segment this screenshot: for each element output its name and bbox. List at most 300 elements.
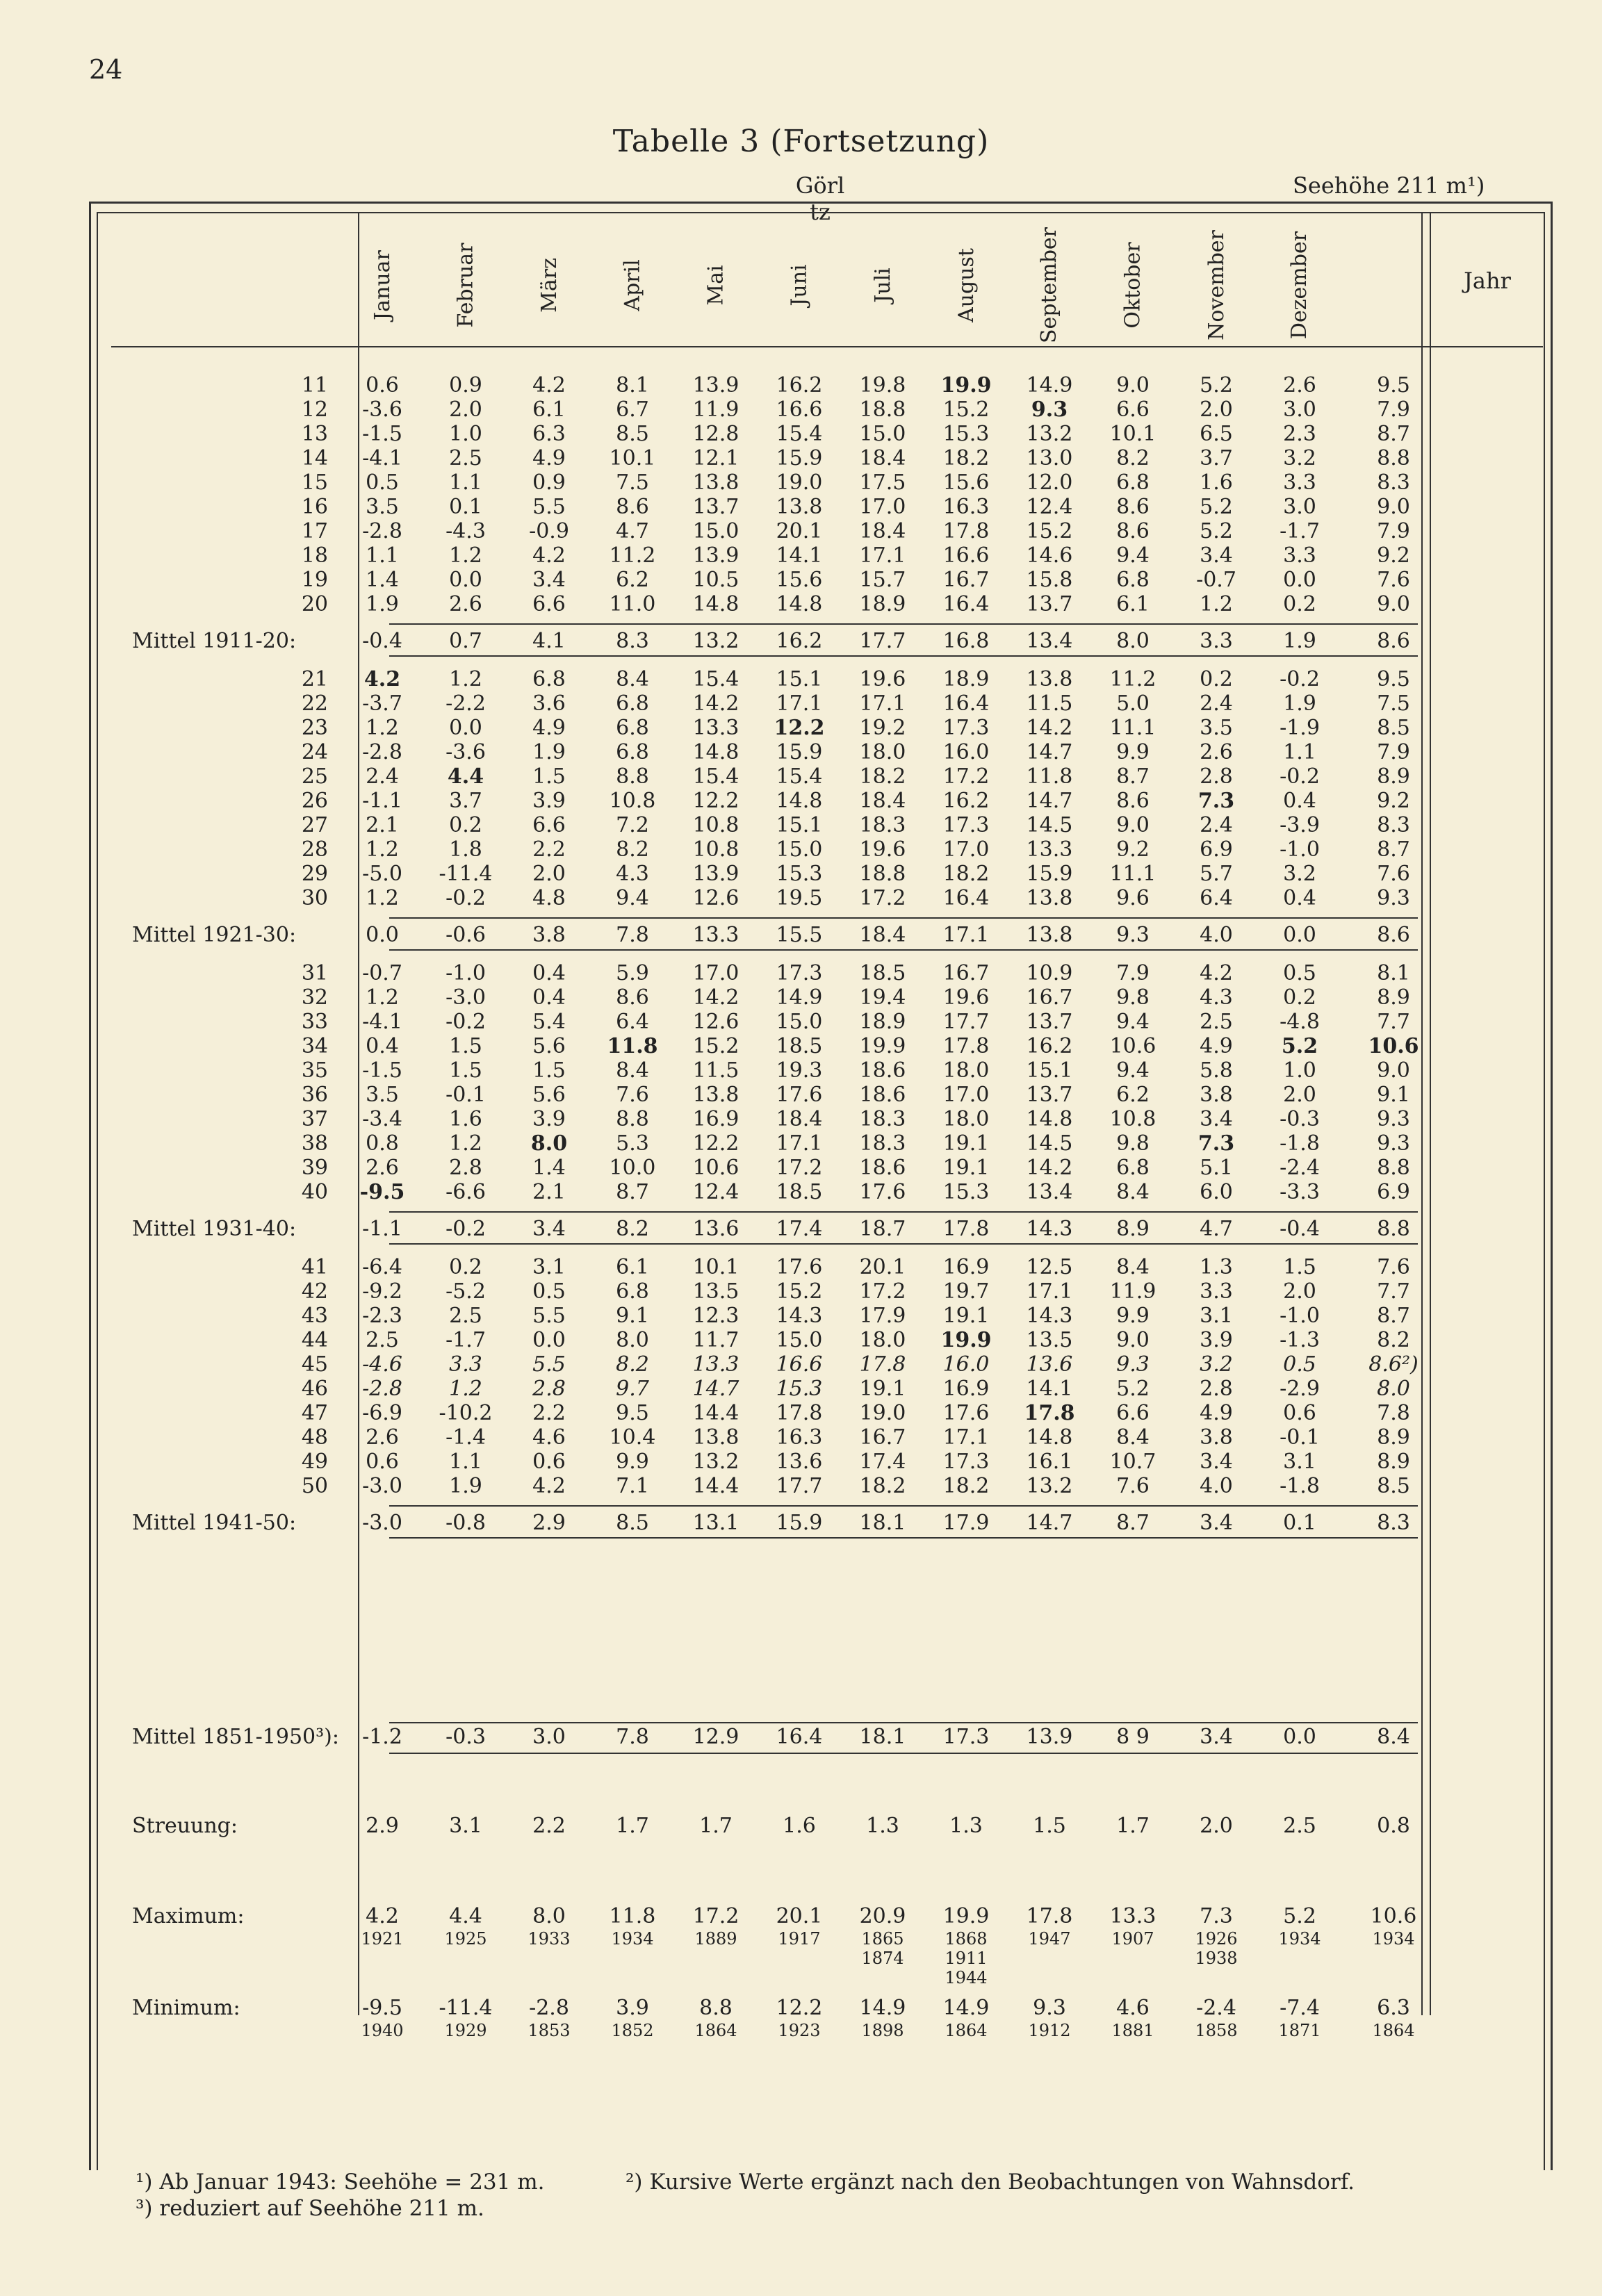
table-cell: 8.8 (1377, 1217, 1410, 1241)
month-header-label: Juni (787, 263, 812, 306)
table-cell: 1.5 (449, 1034, 482, 1058)
table-cell: 14.5 (1026, 813, 1073, 837)
table-cell: 6.8 (532, 667, 566, 691)
table-cell: -9.2 (362, 1279, 402, 1304)
table-cell: -1.7 (1280, 519, 1320, 543)
month-header-label: Oktober (1120, 241, 1145, 329)
month-header (674, 229, 758, 341)
table-cell: 13.7 (1026, 1010, 1073, 1034)
table-cell: 2.5 (449, 1304, 482, 1328)
table-cell: 17.1 (942, 923, 990, 947)
streuung-cell: 1.7 (616, 1814, 649, 1838)
maximum-year: 1865 (861, 1929, 904, 1949)
table-cell: 4.1 (532, 629, 566, 653)
maximum-year: 1868 (945, 1929, 988, 1949)
table-row (0, 1450, 1602, 1474)
table-cell: 8.9 (1377, 985, 1410, 1010)
table-cell: -4.1 (362, 1010, 402, 1034)
minimum-year: 1871 (1278, 2021, 1321, 2040)
table-cell: 8.2 (1377, 1328, 1410, 1352)
table-cell: 8.8 (1377, 1156, 1410, 1180)
table-cell: 18.4 (859, 923, 906, 947)
month-header-label: November (1204, 229, 1229, 341)
table-cell: 10.8 (692, 813, 739, 837)
maximum-cell: 11.8 (609, 1904, 656, 1928)
table-cell: 6.2 (616, 568, 649, 592)
table-cell: 14.8 (692, 740, 739, 764)
table-cell: 17.9 (859, 1304, 906, 1328)
table-cell: 11.9 (692, 397, 739, 422)
table-cell: 16.2 (776, 373, 823, 397)
table-cell: -3.6 (362, 397, 402, 422)
table-cell: 10.4 (609, 1425, 656, 1450)
table-cell: 8.5 (616, 422, 649, 446)
table-cell: 8.0 (616, 1328, 649, 1352)
table-cell: 3.7 (1200, 446, 1233, 470)
table-cell: 3.1 (1283, 1450, 1316, 1474)
row-year: 39 (301, 1156, 328, 1180)
table-cell: -1.0 (1280, 837, 1320, 862)
table-row (0, 667, 1602, 691)
table-cell: 10.1 (609, 446, 656, 470)
table-cell: 19.1 (859, 1377, 906, 1401)
mean_longterm-row (0, 1725, 1602, 1749)
table-cell: 18.4 (776, 1107, 823, 1131)
table-cell: 11.2 (609, 543, 656, 568)
table-cell: -2.9 (1280, 1377, 1320, 1401)
table-cell: 5.4 (532, 1010, 566, 1034)
table-cell: 19.5 (776, 886, 823, 910)
table-cell: 1.5 (532, 764, 566, 789)
table-cell: 17.8 (942, 1217, 990, 1241)
table-cell: 7.7 (1377, 1010, 1410, 1034)
table-row (0, 1083, 1602, 1107)
table-cell: 17.2 (776, 1156, 823, 1180)
mean-rule-bottom (389, 1537, 1418, 1539)
table-row (0, 543, 1602, 568)
table-cell: 8.3 (1377, 470, 1410, 495)
table-cell: 3.2 (1283, 446, 1316, 470)
maximum-year: 1917 (778, 1929, 821, 1949)
table-cell: 16.9 (942, 1377, 990, 1401)
table-cell: 15.7 (859, 568, 906, 592)
mean_longterm-cell: -1.2 (362, 1725, 402, 1749)
table-cell: 0.4 (532, 985, 566, 1010)
table-cell: -0.7 (362, 961, 402, 985)
table-cell: 8.6²) (1368, 1352, 1419, 1377)
table-cell: 8.7 (616, 1180, 649, 1204)
table-cell: 6.9 (1377, 1180, 1410, 1204)
maximum-year: 1874 (861, 1949, 904, 1968)
table-cell: -2.2 (446, 691, 486, 716)
table-cell: 17.3 (776, 961, 823, 985)
table-cell: 5.2 (1116, 1377, 1150, 1401)
table-cell: 7.9 (1377, 740, 1410, 764)
mean_longterm-cell: 3.4 (1200, 1725, 1233, 1749)
minimum-year: 1923 (778, 2021, 821, 2040)
table-cell: 15.0 (776, 1328, 823, 1352)
table-cell: 5.2 (1281, 1034, 1318, 1058)
table-cell: 9.3 (1031, 397, 1068, 422)
longterm-rule-top (389, 1722, 1418, 1723)
row-year: 12 (301, 397, 328, 422)
minimum-cell: 9.3 (1033, 1996, 1066, 2020)
table-cell: 18.3 (859, 1131, 906, 1156)
table-cell: 15.3 (942, 1180, 990, 1204)
table-cell: 16.4 (942, 691, 990, 716)
longterm-rule-bottom (389, 1753, 1418, 1754)
table-cell: 17.4 (859, 1450, 906, 1474)
table-cell: 3.3 (1283, 543, 1316, 568)
table-cell: 18.3 (859, 1107, 906, 1131)
maximum-cell: 10.6 (1370, 1904, 1417, 1928)
table-cell: 15.9 (776, 1511, 823, 1535)
table-cell: 5.5 (532, 1304, 566, 1328)
table-cell: 9.4 (1116, 543, 1150, 568)
table-cell: 9.9 (616, 1450, 649, 1474)
table-cell: 6.1 (1116, 592, 1150, 616)
table-cell: 14.2 (1026, 716, 1073, 740)
table-cell: 3.8 (532, 923, 566, 947)
row-year: 21 (301, 667, 328, 691)
row-year: 14 (301, 446, 328, 470)
table-cell: 19.1 (942, 1304, 990, 1328)
table-cell: 10.0 (609, 1156, 656, 1180)
table-cell: 17.0 (692, 961, 739, 985)
minimum-cell: -7.4 (1280, 1996, 1320, 2020)
row-year: 11 (301, 373, 328, 397)
table-cell: 6.1 (616, 1255, 649, 1279)
table-cell: 2.2 (532, 837, 566, 862)
table-cell: 2.8 (1200, 764, 1233, 789)
maximum-cell: 8.0 (532, 1904, 566, 1928)
table-cell: 4.2 (532, 1474, 566, 1498)
table-cell: 15.9 (776, 740, 823, 764)
mean-label: Mittel 1911-20: (132, 629, 297, 653)
table-cell: 17.8 (776, 1401, 823, 1425)
table-cell: 8.9 (1377, 764, 1410, 789)
table-cell: 0.6 (1283, 1401, 1316, 1425)
table-cell: 18.0 (859, 1328, 906, 1352)
table-cell: 12.0 (1026, 470, 1073, 495)
table-cell: 8.6 (1116, 495, 1150, 519)
table-cell: 18.4 (859, 519, 906, 543)
table-cell: 2.5 (449, 446, 482, 470)
table-cell: 10.8 (1109, 1107, 1156, 1131)
table-row (0, 1328, 1602, 1352)
table-cell: 3.2 (1283, 862, 1316, 886)
table-cell: 10.9 (1026, 961, 1073, 985)
table-cell: 7.6 (616, 1083, 649, 1107)
table-cell: 11.5 (1026, 691, 1073, 716)
table-cell: -4.3 (446, 519, 486, 543)
table-cell: 9.4 (1116, 1010, 1150, 1034)
table-cell: 14.7 (1026, 789, 1073, 813)
table-cell: 12.8 (692, 422, 739, 446)
table-cell: 1.9 (532, 740, 566, 764)
table-cell: 8.9 (1116, 1217, 1150, 1241)
table-cell: 17.4 (776, 1217, 823, 1241)
table-cell: 18.4 (859, 789, 906, 813)
table-cell: 13.2 (1026, 1474, 1073, 1498)
table-row (0, 592, 1602, 616)
table-cell: 1.2 (366, 985, 399, 1010)
table-cell: 7.1 (616, 1474, 649, 1498)
table-row (0, 446, 1602, 470)
table-cell: 9.0 (1116, 1328, 1150, 1352)
table-cell: 18.1 (859, 1511, 906, 1535)
streuung-cell: 2.2 (532, 1814, 566, 1838)
table-row (0, 519, 1602, 543)
table-cell: 4.3 (1200, 985, 1233, 1010)
table-row (0, 813, 1602, 837)
table-cell: 0.0 (366, 923, 399, 947)
table-row (0, 1107, 1602, 1131)
table-cell: 9.6 (1116, 886, 1150, 910)
table-row (0, 764, 1602, 789)
maximum-cell: 13.3 (1109, 1904, 1156, 1928)
table-cell: 14.7 (1026, 1511, 1073, 1535)
table-cell: 9.4 (1116, 1058, 1150, 1083)
table-cell: 3.8 (1200, 1083, 1233, 1107)
table-row (0, 886, 1602, 910)
table-cell: 8.2 (616, 1352, 649, 1377)
table-cell: 0.7 (449, 629, 482, 653)
table-cell: 15.9 (1026, 862, 1073, 886)
table-cell: -1.9 (1280, 716, 1320, 740)
table-cell: 2.4 (366, 764, 399, 789)
table-cell: 0.4 (532, 961, 566, 985)
table-cell: 14.7 (692, 1377, 739, 1401)
table-cell: 8.4 (1116, 1180, 1150, 1204)
maximum-year: 1947 (1028, 1929, 1071, 1949)
table-cell: 13.3 (692, 1352, 739, 1377)
table-cell: 19.6 (859, 667, 906, 691)
table-cell: 13.9 (692, 373, 739, 397)
footnote-1: ¹) Ab Januar 1943: Seehöhe = 231 m. (136, 2170, 545, 2195)
table-cell: -3.3 (1280, 1180, 1320, 1204)
table-cell: 3.9 (1200, 1328, 1233, 1352)
table-cell: 1.2 (449, 543, 482, 568)
table-cell: 3.4 (1200, 1450, 1233, 1474)
table-cell: 8.2 (616, 1217, 649, 1241)
table-cell: 14.8 (776, 592, 823, 616)
table-cell: 18.5 (859, 961, 906, 985)
table-cell: 7.6 (1377, 1255, 1410, 1279)
table-cell: 15.6 (776, 568, 823, 592)
table-cell: 11.5 (692, 1058, 739, 1083)
table-cell: 4.2 (1200, 961, 1233, 985)
table-cell: 18.4 (859, 446, 906, 470)
table-cell: 13.6 (1026, 1352, 1073, 1377)
table-cell: 3.1 (1200, 1304, 1233, 1328)
table-cell: 13.8 (1026, 923, 1073, 947)
streuung-cell: 2.0 (1200, 1814, 1233, 1838)
table-cell: 18.8 (859, 862, 906, 886)
table-cell: 2.8 (1200, 1377, 1233, 1401)
table-cell: 9.0 (1377, 1058, 1410, 1083)
table-cell: 4.9 (1200, 1034, 1233, 1058)
table-cell: -0.4 (1280, 1217, 1320, 1241)
table-row (0, 1377, 1602, 1401)
table-cell: 15.1 (1026, 1058, 1073, 1083)
streuung-cell: 2.5 (1283, 1814, 1316, 1838)
table-cell: 15.4 (776, 764, 823, 789)
mean-row (0, 923, 1602, 947)
table-cell: 6.8 (616, 1279, 649, 1304)
table-row (0, 397, 1602, 422)
table-cell: 10.1 (692, 1255, 739, 1279)
table-cell: 9.0 (1116, 813, 1150, 837)
table-cell: 1.5 (1283, 1255, 1316, 1279)
table-cell: 13.3 (692, 716, 739, 740)
table-cell: 9.4 (616, 886, 649, 910)
table-cell: 13.8 (1026, 886, 1073, 910)
row-year: 36 (301, 1083, 328, 1107)
table-cell: 13.2 (692, 629, 739, 653)
table-cell: 13.2 (692, 1450, 739, 1474)
table-cell: 4.9 (532, 446, 566, 470)
row-year: 16 (301, 495, 328, 519)
table-cell: 3.4 (1200, 1511, 1233, 1535)
mean-row (0, 629, 1602, 653)
table-cell: 6.8 (1116, 1156, 1150, 1180)
table-cell: 8.5 (1377, 716, 1410, 740)
table-cell: 18.8 (859, 397, 906, 422)
table-cell: 1.1 (1283, 740, 1316, 764)
table-cell: -2.8 (362, 740, 402, 764)
table-cell: 18.0 (942, 1058, 990, 1083)
table-cell: 17.8 (942, 519, 990, 543)
month-header-label: Dezember (1287, 231, 1312, 339)
page-title: Tabelle 3 (Fortsetzung) (612, 124, 990, 159)
streuung-row (0, 1814, 1602, 1838)
table-row (0, 862, 1602, 886)
table-cell: 10.1 (1109, 422, 1156, 446)
table-cell: 8.7 (1377, 837, 1410, 862)
streuung-cell: 1.6 (783, 1814, 816, 1838)
table-cell: 12.5 (1026, 1255, 1073, 1279)
table-cell: 8.7 (1116, 1511, 1150, 1535)
table-cell: 14.2 (1026, 1156, 1073, 1180)
table-cell: 0.6 (366, 373, 399, 397)
table-row (0, 1131, 1602, 1156)
table-cell: 1.5 (449, 1058, 482, 1083)
table-cell: 5.3 (616, 1131, 649, 1156)
table-cell: 8.0 (530, 1131, 568, 1156)
table-cell: 4.0 (1200, 923, 1233, 947)
table-cell: -1.0 (1280, 1304, 1320, 1328)
table-cell: 7.3 (1198, 789, 1235, 813)
table-cell: 19.9 (940, 373, 992, 397)
table-cell: 7.9 (1116, 961, 1150, 985)
table-cell: 5.8 (1200, 1058, 1233, 1083)
table-cell: 19.1 (942, 1156, 990, 1180)
table-cell: 14.4 (692, 1401, 739, 1425)
table-cell: 13.8 (692, 470, 739, 495)
table-row (0, 1058, 1602, 1083)
table-cell: 13.8 (776, 495, 823, 519)
table-cell: 14.8 (1026, 1425, 1073, 1450)
table-cell: 1.4 (366, 568, 399, 592)
maximum-cell: 17.8 (1026, 1904, 1073, 1928)
table-cell: 8.7 (1116, 764, 1150, 789)
footnote-3: ³) reduziert auf Seehöhe 211 m. (136, 2196, 484, 2221)
table-cell: 2.6 (366, 1425, 399, 1450)
table-cell: 8.5 (616, 1511, 649, 1535)
table-cell: 19.4 (859, 985, 906, 1010)
table-cell: 5.7 (1200, 862, 1233, 886)
table-cell: 15.6 (942, 470, 990, 495)
table-cell: 8.1 (1377, 961, 1410, 985)
table-cell: 2.8 (449, 1156, 482, 1180)
table-cell: 1.1 (449, 1450, 482, 1474)
table-row (0, 1304, 1602, 1328)
table-cell: 17.0 (942, 837, 990, 862)
table-cell: 6.6 (1116, 397, 1150, 422)
table-cell: -2.3 (362, 1304, 402, 1328)
maximum-year: 1925 (444, 1929, 487, 1949)
table-cell: -6.4 (362, 1255, 402, 1279)
table-row (0, 1255, 1602, 1279)
table-cell: 7.8 (616, 923, 649, 947)
mean-rule-top (389, 1505, 1418, 1507)
table-cell: 2.6 (1200, 740, 1233, 764)
table-cell: 7.7 (1377, 1279, 1410, 1304)
table-cell: 6.4 (616, 1010, 649, 1034)
minimum-year: 1864 (694, 2021, 737, 2040)
streuung-cell: 2.9 (366, 1814, 399, 1838)
minimum-year: 1929 (444, 2021, 487, 2040)
table-cell: 9.5 (616, 1401, 649, 1425)
table-cell: 3.8 (1200, 1425, 1233, 1450)
mean_longterm-cell: 8 9 (1116, 1725, 1150, 1749)
table-cell: 1.2 (366, 886, 399, 910)
table-cell: 6.8 (1116, 470, 1150, 495)
row-year: 47 (301, 1401, 328, 1425)
table-cell: 13.7 (692, 495, 739, 519)
table-cell: 4.2 (532, 543, 566, 568)
table-cell: 17.6 (859, 1180, 906, 1204)
table-cell: 3.0 (1283, 495, 1316, 519)
row-year: 28 (301, 837, 328, 862)
maximum-cell: 5.2 (1283, 1904, 1316, 1928)
maximum-year: 1934 (611, 1929, 654, 1949)
table-row (0, 1156, 1602, 1180)
table-cell: 14.1 (1026, 1377, 1073, 1401)
row-year: 19 (301, 568, 328, 592)
elevation-note: Seehöhe 211 m¹) (1293, 172, 1485, 199)
table-cell: 6.8 (1116, 568, 1150, 592)
table-cell: 0.0 (532, 1328, 566, 1352)
table-cell: 1.2 (366, 837, 399, 862)
table-cell: 4.9 (532, 716, 566, 740)
table-cell: 12.2 (692, 1131, 739, 1156)
table-cell: 16.6 (942, 543, 990, 568)
year-column-header: Jahr (1464, 268, 1511, 294)
table-cell: 3.3 (1200, 629, 1233, 653)
table-cell: 16.7 (1026, 985, 1073, 1010)
table-cell: 14.3 (776, 1304, 823, 1328)
table-cell: 7.9 (1377, 397, 1410, 422)
table-cell: 15.2 (1026, 519, 1073, 543)
table-cell: -6.6 (446, 1180, 486, 1204)
table-cell: 8.6 (1377, 923, 1410, 947)
mean_longterm-cell: 16.4 (776, 1725, 823, 1749)
table-cell: 8.0 (1116, 629, 1150, 653)
table-cell: 2.2 (532, 1401, 566, 1425)
station-name: Görl tz (795, 172, 845, 225)
